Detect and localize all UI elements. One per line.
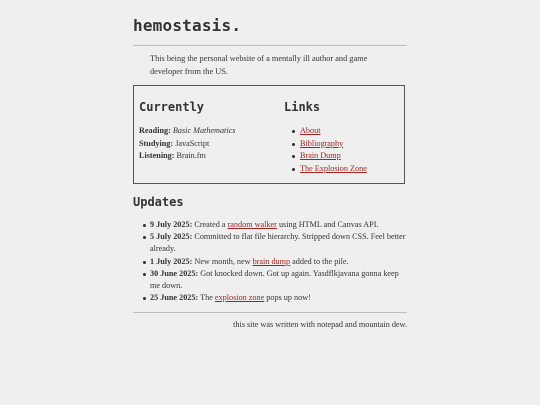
info-box xyxy=(133,85,405,184)
update-text: Got knocked down. Got up again. Yasdflkjavana gonna keep me down. xyxy=(150,268,399,291)
explosion-zone-update-link[interactable]: explosion zone xyxy=(214,293,265,303)
currently-item-reading xyxy=(139,125,279,138)
links-item-explosion-zone xyxy=(300,163,367,176)
update-text: New month, new xyxy=(194,256,253,266)
brain-dump-update-link[interactable]: brain dump xyxy=(252,256,291,266)
currently-label: Studying: xyxy=(139,138,174,148)
update-text: Created a xyxy=(194,220,228,229)
update-item xyxy=(150,292,408,304)
update-item xyxy=(150,231,408,255)
update-date: 25 June 2025: xyxy=(150,293,199,303)
random-walker-link[interactable]: random walker xyxy=(227,220,277,229)
update-text: The xyxy=(200,293,215,303)
update-item xyxy=(150,256,408,268)
update-date: 5 July 2025: xyxy=(150,232,193,242)
links-list xyxy=(300,125,367,175)
top-divider xyxy=(133,45,407,46)
update-text: Committed to flat file hierarchy. Stripped down CSS. Feel better already. xyxy=(150,232,406,254)
currently-item-studying xyxy=(139,138,279,151)
about-link[interactable]: About xyxy=(300,126,321,135)
update-text: using HTML and Canvas API. xyxy=(276,220,379,229)
brain-dump-link[interactable]: Brain Dump xyxy=(300,151,341,160)
currently-value: Brain.fm xyxy=(176,151,206,160)
currently-item-listening xyxy=(139,150,279,163)
update-text: added to the pile. xyxy=(290,256,349,266)
currently-label: Reading: xyxy=(139,126,171,135)
update-date: 9 July 2025: xyxy=(150,220,193,229)
currently-value: JavaScript xyxy=(175,138,210,148)
update-date: 30 June 2025: xyxy=(150,268,199,278)
update-item xyxy=(150,268,408,292)
bibliography-link[interactable]: Bibliography xyxy=(300,138,344,148)
bottom-divider xyxy=(133,312,407,313)
intro-text: This being the personal website of a mentally ill author and game developer from the US. xyxy=(150,54,368,76)
currently-value: Basic Mathematics xyxy=(172,126,236,135)
footer-text: this site was written with notepad and mountain dew. xyxy=(233,320,407,329)
links-item-bibliography xyxy=(300,138,367,151)
explosion-zone-link[interactable]: The Explosion Zone xyxy=(300,163,367,173)
currently-heading: Currently xyxy=(139,100,205,114)
site-title: hemostasis. xyxy=(133,16,242,35)
links-heading: Links xyxy=(284,100,321,114)
update-text: pops up now! xyxy=(264,293,311,303)
update-date: 1 July 2025: xyxy=(150,256,193,266)
currently-list xyxy=(139,125,279,163)
updates-heading: Updates xyxy=(133,195,184,209)
links-item-brain-dump xyxy=(300,150,367,163)
update-item xyxy=(150,219,408,231)
updates-list xyxy=(150,219,408,304)
links-item-about xyxy=(300,125,367,138)
currently-label: Listening: xyxy=(139,151,175,160)
